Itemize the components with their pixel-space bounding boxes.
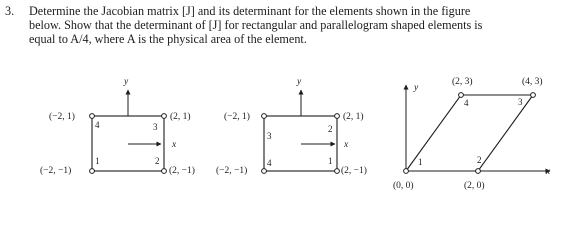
node-number: 2 xyxy=(155,156,160,166)
corner-coordinate: (2, 1) xyxy=(343,112,364,122)
corner-node xyxy=(404,169,409,174)
problem-text-line: below. Show that the determinant of [J] for rectangular and parallelogram shaped elements is xyxy=(29,18,483,32)
corner-coordinate: (0, 0) xyxy=(393,181,414,191)
corner-node xyxy=(90,114,95,119)
corner-coordinate: (2, 0) xyxy=(464,181,485,191)
corner-node xyxy=(335,169,340,174)
corner-coordinate: (−2, −1) xyxy=(216,166,248,176)
problem-text-line: Determine the Jacobian matrix [J] and its determinant for the elements shown in the figure xyxy=(29,4,471,18)
corner-node xyxy=(262,169,267,174)
corner-node xyxy=(162,169,167,174)
renumbered-element-figure xyxy=(216,77,367,176)
x-axis-label: x xyxy=(172,140,177,150)
node-number: 3 xyxy=(153,122,158,132)
node-number: 3 xyxy=(518,97,523,107)
corner-coordinate: (4, 3) xyxy=(522,77,543,87)
corner-node xyxy=(162,114,167,119)
node-number: 3 xyxy=(267,131,272,141)
corner-node xyxy=(531,93,536,98)
corner-coordinate: (2, 1) xyxy=(170,112,191,122)
y-axis-label: y xyxy=(414,83,419,93)
node-number: 2 xyxy=(328,124,333,134)
x-axis-label: x xyxy=(546,167,551,177)
corner-coordinate: (−2, 1) xyxy=(49,112,75,122)
corner-node xyxy=(476,169,481,174)
corner-coordinate: (−2, −1) xyxy=(40,166,72,176)
corner-coordinate: (2, −1) xyxy=(341,166,367,176)
y-axis-label: y xyxy=(124,77,129,87)
corner-coordinate: (2, −1) xyxy=(169,166,195,176)
corner-node xyxy=(90,169,95,174)
corner-node xyxy=(335,114,340,119)
node-number: 1 xyxy=(95,156,100,166)
square-element-figure xyxy=(40,77,195,176)
y-axis-label: y xyxy=(297,77,302,87)
node-number: 4 xyxy=(464,98,469,108)
node-number: 4 xyxy=(95,120,100,130)
element-boundary xyxy=(406,95,533,171)
corner-node xyxy=(262,114,267,119)
corner-node xyxy=(459,93,464,98)
node-number: 1 xyxy=(418,157,423,167)
problem-text-line: equal to A/4, where A is the physical area of the element. xyxy=(29,32,307,46)
corner-coordinate: (−2, 1) xyxy=(224,112,250,122)
corner-coordinate: (2, 3) xyxy=(452,77,473,87)
problem-number: 3. xyxy=(5,4,15,18)
parallelogram-element-figure xyxy=(393,76,551,191)
node-number: 1 xyxy=(328,156,333,166)
x-axis-label: x xyxy=(344,140,349,150)
node-number: 2 xyxy=(477,155,482,165)
node-number: 4 xyxy=(267,158,272,168)
